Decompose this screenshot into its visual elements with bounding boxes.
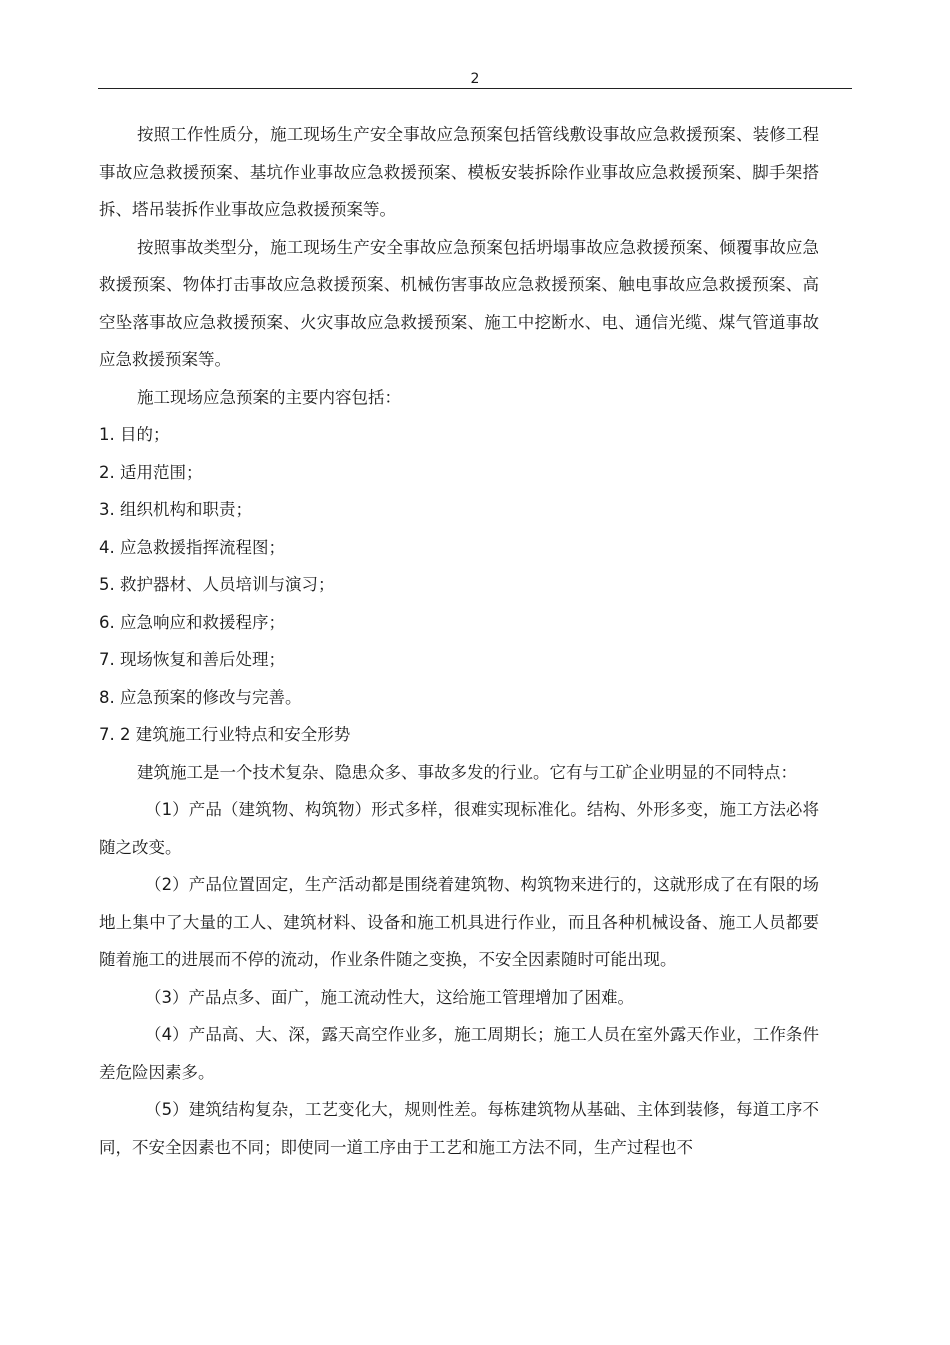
- paragraph-main-contents-intro: 施工现场应急预案的主要内容包括：: [137, 387, 401, 407]
- list-item: 3. 组织机构和职责；: [99, 500, 252, 519]
- feature-paragraph: （3）产品点多、面广，施工流动性大，这给施工管理增加了困难。: [145, 987, 634, 1007]
- list-item: 7. 现场恢复和善后处理；: [99, 650, 285, 669]
- header-rule: [98, 88, 852, 89]
- page-number: 2: [470, 71, 480, 87]
- list-item: 6. 应急响应和救援程序；: [99, 612, 285, 632]
- paragraph-by-accident-type: 按照事故类型分，施工现场生产安全事故应急预案包括坍塌事故应急救援预案、倾覆事故应急救援预案、物体打击事故应急救援预案、机械伤害事故应急救援预案、触电事故应急救援预案、高空坠落事故应急救援预案、火灾事故应急救援预案、施工中挖断水、电、通信光缆、煤气管道事故应急救援预案等。: [99, 237, 819, 369]
- list-item: 5. 救护器材、人员培训与演习；: [99, 575, 335, 594]
- paragraph-by-work-nature: 按照工作性质分，施工现场生产安全事故应急预案包括管线敷设事故应急救援预案、装修工程事故应急救援预案、基坑作业事故应急救援预案、模板安装拆除作业事故应急救援预案、脚手架搭拆、塔吊装拆作业事故应急救援预案等。: [99, 125, 819, 219]
- section-heading: 7. 2 建筑施工行业特点和安全形势: [99, 725, 351, 744]
- list-item: 4. 应急救援指挥流程图；: [99, 537, 285, 557]
- list-item: 8. 应急预案的修改与完善。: [99, 687, 302, 707]
- list-item: 2. 适用范围；: [99, 462, 203, 482]
- feature-paragraph: （4）产品高、大、深，露天高空作业多，施工周期长；施工人员在室外露天作业，工作条件差危险因素多。: [99, 1025, 819, 1082]
- feature-paragraph: （5）建筑结构复杂，工艺变化大，规则性差。每栋建筑物从基础、主体到装修，每道工序不同，不安全因素也不同；即使同一道工序由于工艺和施工方法不同，生产过程也不: [99, 1100, 819, 1157]
- feature-paragraph: （1）产品（建筑物、构筑物）形式多样，很难实现标准化。结构、外形多变，施工方法必将随之改变。: [99, 800, 819, 857]
- list-item: 1. 目的；: [99, 425, 170, 444]
- feature-paragraph: （2）产品位置固定，生产活动都是围绕着建筑物、构筑物来进行的，这就形成了在有限的场地上集中了大量的工人、建筑材料、设备和施工机具进行作业，而且各种机械设备、施工人员都要随着施工的进展而不停的流动，作业条件随之变换，不安全因素随时可能出现。: [99, 875, 819, 969]
- document-body: [99, 116, 819, 1166]
- section-intro-paragraph: 建筑施工是一个技术复杂、隐患众多、事故多发的行业。它有与工矿企业明显的不同特点：: [137, 762, 797, 782]
